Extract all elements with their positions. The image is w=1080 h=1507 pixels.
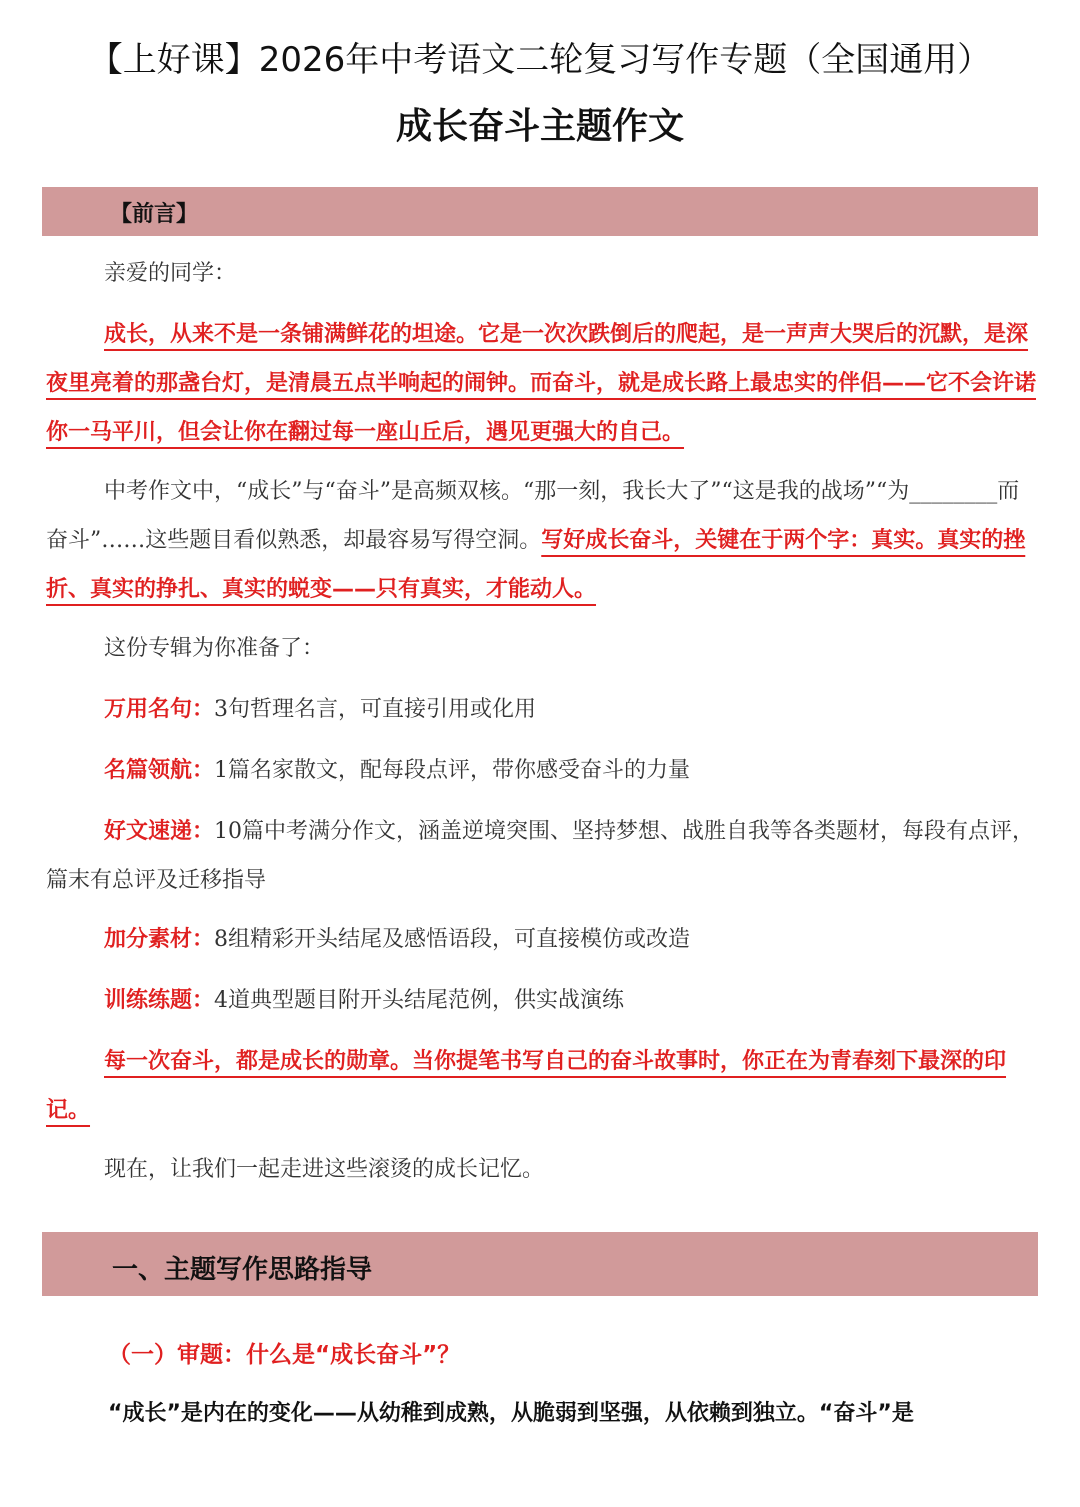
item-label: 加分素材： — [104, 927, 215, 952]
item-label: 万用名句： — [104, 697, 215, 722]
preface-label: 【前言】 — [110, 202, 199, 227]
red-emphasis-text: 写好成长奋斗，关键在于两个字：真实。真实的挫折、真实的挣扎、真实的蜕变——只有真实，才能动人。 — [46, 528, 1026, 602]
sub-heading: （一）审题：什么是“成长奋斗”？ — [108, 1342, 461, 1368]
red-emphasis-text: 每一次奋斗，都是成长的勋章。当你提笔书写自己的奋斗故事时，你正在为青春刻下最深的印记。 — [46, 1049, 1007, 1123]
preface-banner — [42, 187, 1038, 236]
list-item — [46, 746, 1036, 795]
section-one-label: 一、主题写作思路指导 — [112, 1255, 373, 1285]
list-item — [46, 976, 1036, 1025]
list-item — [46, 685, 1036, 734]
list-item — [46, 807, 1036, 905]
item-label: 好文速递： — [104, 819, 215, 844]
item-text: 8组精彩开头结尾及感悟语段，可直接模仿或改造 — [214, 927, 691, 952]
section-one-banner — [42, 1232, 1038, 1296]
document-title: 【上好课】2026年中考语文二轮复习写作专题（全国通用） — [88, 40, 992, 80]
red-emphasis-text: 成长，从来不是一条铺满鲜花的坦途。它是一次次跌倒后的爬起，是一声声大哭后的沉默，是深夜里亮着的那盏台灯，是清晨五点半响起的闹钟。而奋斗，就是成长路上最忠实的伴侣——它不会许诺你一马平川，但会让你在翻过每一座山丘后，遇见更强大的自己。 — [46, 322, 1037, 445]
plain-text: 中考作文中，“成长”与“奋斗”是高频双核。“那一刻，我长大了”“这是我的战场”“为________而奋斗”……这些题目看似熟悉，却最容易写得空洞。 — [46, 479, 1020, 553]
item-text: 3句哲理名言，可直接引用或化用 — [214, 697, 537, 722]
body-first-line: “成长”是内在的变化——从幼稚到成熟，从脆弱到坚强，从依赖到独立。“奋斗”是 — [108, 1401, 914, 1426]
greeting: 亲爱的同学： — [104, 261, 237, 286]
preface-red-paragraph — [46, 310, 1036, 457]
item-text: 1篇名家散文，配每段点评，带你感受奋斗的力量 — [214, 758, 691, 783]
preface-red-paragraph-3 — [46, 1037, 1036, 1135]
prepared-line: 这份专辑为你准备了： — [104, 636, 325, 661]
item-text: 4道典型题目附开头结尾范例，供实战演练 — [214, 988, 625, 1013]
item-label: 训练练题： — [104, 988, 215, 1013]
preface-paragraph-2 — [46, 467, 1036, 614]
document-subtitle: 成长奋斗主题作文 — [395, 105, 684, 147]
closing-line: 现在，让我们一起走进这些滚烫的成长记忆。 — [104, 1157, 545, 1182]
item-text: 10篇中考满分作文，涵盖逆境突围、坚持梦想、战胜自我等各类题材，每段有点评，篇末有总评及迁移指导 — [46, 819, 1035, 893]
item-label: 名篇领航： — [104, 758, 215, 783]
list-item — [46, 915, 1036, 964]
